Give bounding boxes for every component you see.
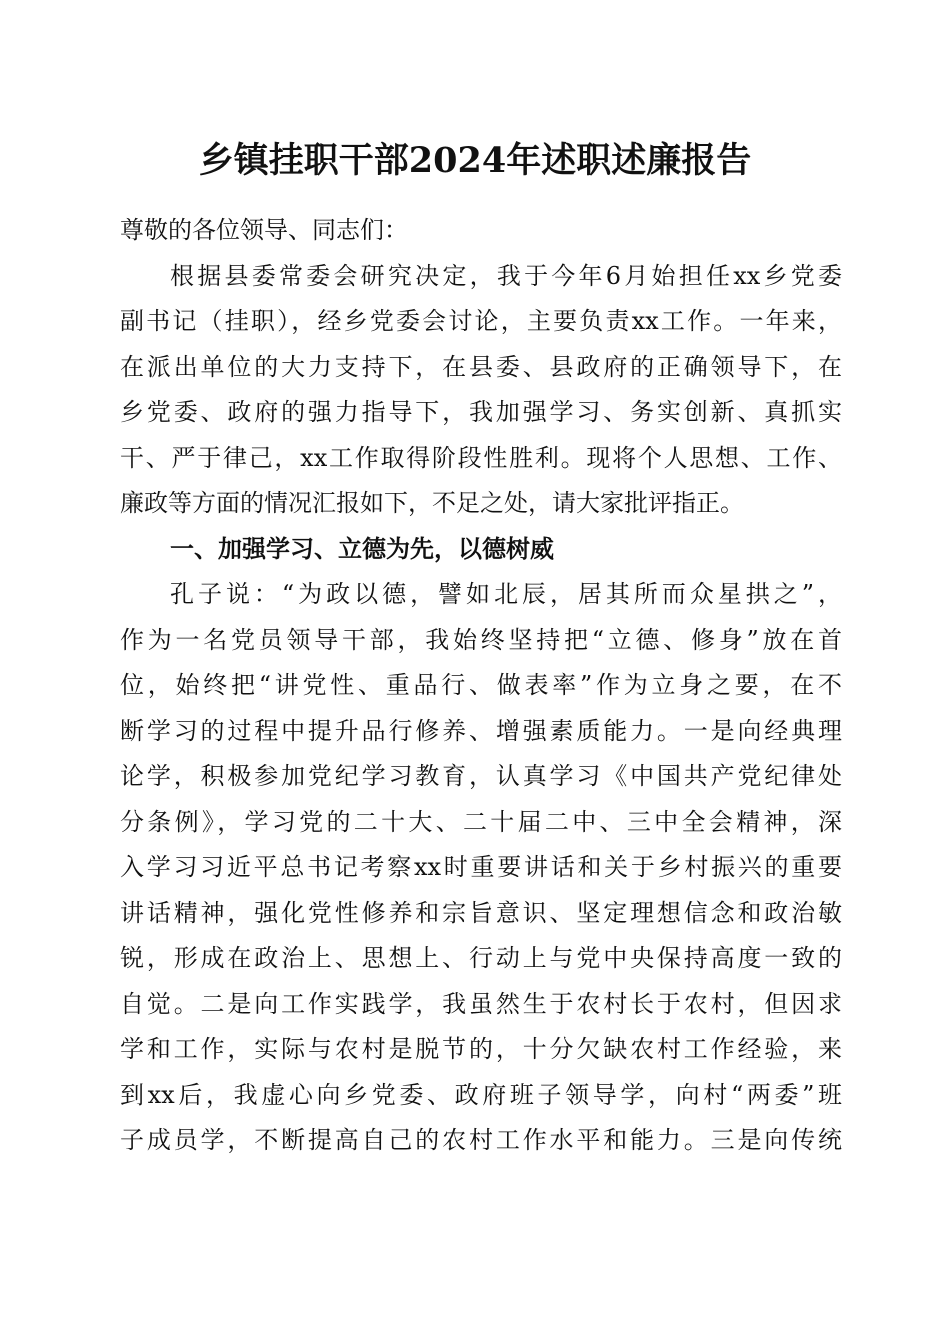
paragraph-line: 论学，积极参加党纪学习教育，认真学习《中国共产党纪律处: [120, 762, 842, 790]
paragraph-line: 位，始终把“讲党性、重品行、做表率”作为立身之要，在不: [120, 671, 842, 699]
paragraph-line: 自觉。二是向工作实践学，我虽然生于农村长于农村，但因求: [120, 989, 842, 1018]
paragraph-line: 入学习习近平总书记考察xx时重要讲话和关于乡村振兴的重要: [120, 853, 842, 881]
salutation: 尊敬的各位领导、同志们：: [120, 216, 408, 244]
paragraph-line: 乡党委、政府的强力指导下，我加强学习、务实创新、真抓实: [120, 398, 842, 426]
paragraph-line: 根据县委常委会研究决定，我于今年6月始担任xx乡党委: [170, 261, 842, 290]
paragraph-line: 分条例》，学习党的二十大、二十届二中、三中全会精神，深: [120, 807, 842, 836]
document-body: [120, 208, 842, 1164]
paragraph-line: 作为一名党员领导干部，我始终坚持把“立德、修身”放在首: [120, 625, 842, 654]
paragraph-line: 在派出单位的大力支持下，在县委、县政府的正确领导下，在: [120, 352, 842, 381]
paragraph-line: 孔子说：“为政以德，譬如北辰，居其所而众星拱之”，: [170, 580, 842, 608]
document-title: 乡镇挂职干部2024年述职述廉报告: [198, 140, 752, 181]
paragraph-line: 子成员学，不断提高自己的农村工作水平和能力。三是向传统: [120, 1126, 842, 1154]
paragraph-line: 干、严于律己，xx工作取得阶段性胜利。现将个人思想、工作、: [120, 443, 842, 472]
paragraph-line: 学和工作，实际与农村是脱节的，十分欠缺农村工作经验，来: [120, 1035, 842, 1063]
paragraph-line: 副书记（挂职），经乡党委会讨论，主要负责xx工作。一年来，: [120, 307, 842, 335]
paragraph-line: 廉政等方面的情况汇报如下，不足之处，请大家批评指正。: [120, 489, 744, 517]
paragraph-line: 讲话精神，强化党性修养和宗旨意识、坚定理想信念和政治敏: [120, 898, 842, 927]
paragraph-line: 断学习的过程中提升品行修养、增强素质能力。一是向经典理: [120, 716, 842, 745]
paragraph-line: 锐，形成在政治上、思想上、行动上与党中央保持高度一致的: [120, 944, 842, 972]
section-heading: 一、加强学习、立德为先，以德树威: [170, 534, 554, 563]
paragraph-line: 到xx后，我虚心向乡党委、政府班子领导学，向村“两委”班: [120, 1080, 842, 1109]
